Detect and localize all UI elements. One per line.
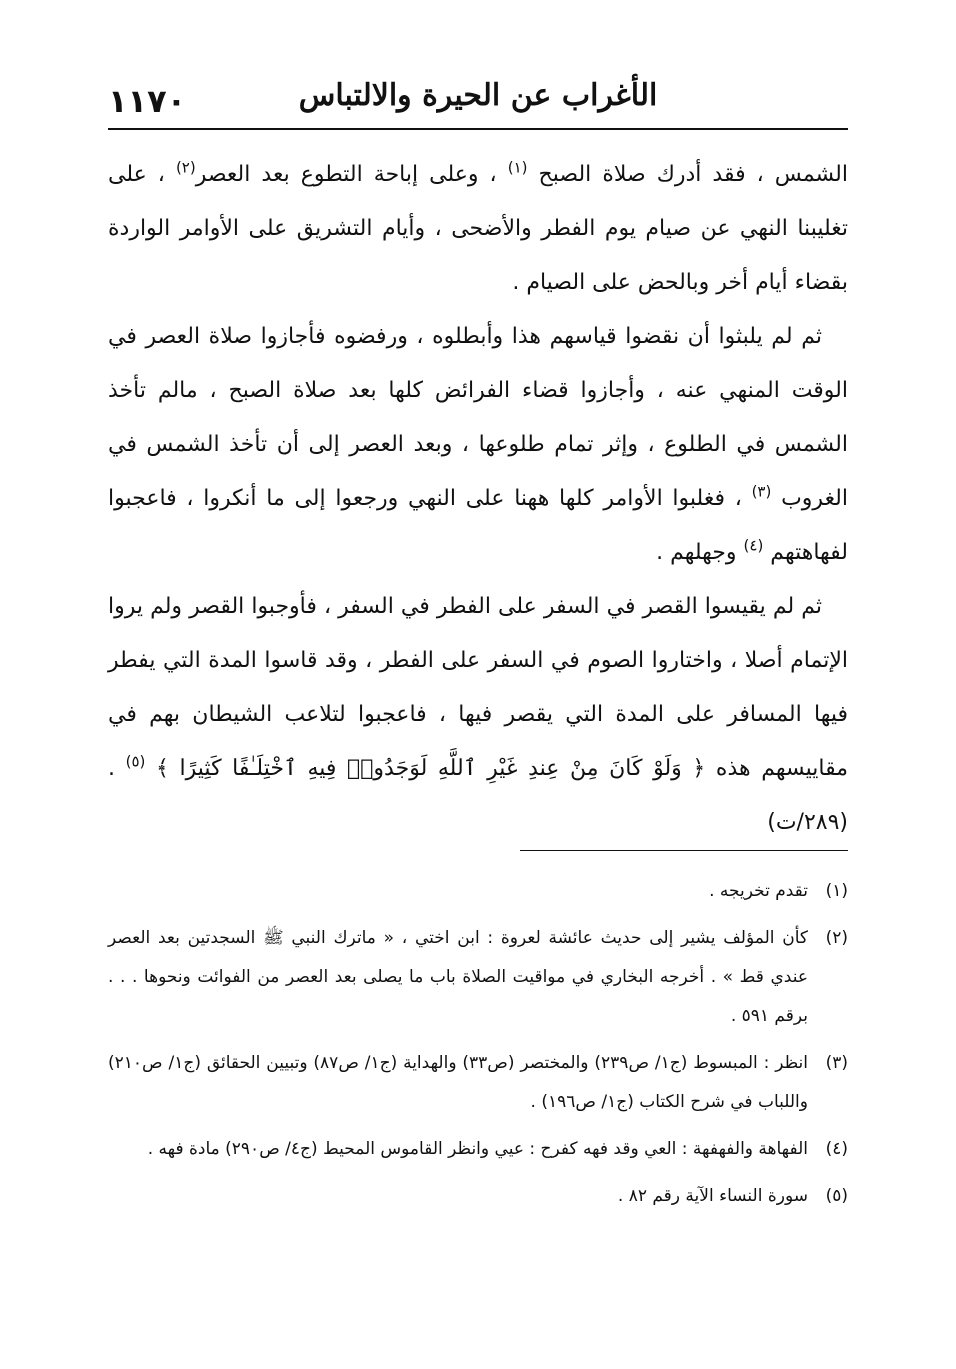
paragraph-3-part-b: . (٢٨٩/ت) — [108, 756, 848, 835]
page-header — [108, 70, 848, 130]
footnote-number: (٢) — [825, 928, 848, 948]
paragraph-2-part-b: ، فغلبوا الأوامر كلها ههنا على النهي ورجعوا إلى ما أنكروا ، فاعجبوا لفهاهتهم — [108, 486, 848, 565]
page-number: ١١٧٠ — [108, 82, 187, 120]
footnote-ref-1[interactable]: (١) — [507, 158, 528, 177]
footnote-text: الفهاهة والفهفهة : العي وقد فهه كفرح : عيي وانظر القاموس المحيط (ج٤/ ص٢٩٠) مادة فهه . — [147, 1139, 808, 1159]
footnote-text: انظر : المبسوط (ج١/ ص٢٣٩) والمختصر (ص٣٣) والهداية (ج١/ ص٨٧) وتبيين الحقائق (ج١/ ص٢١٠) واللباب في شرح الكتاب (ج١/ ص١٩٦) . — [108, 1053, 808, 1112]
footnote-ref-4[interactable]: (٤) — [743, 536, 764, 555]
main-text — [108, 148, 848, 850]
paragraph-1 — [108, 148, 848, 310]
quran-verse: ﴿ وَلَوْ كَانَ مِنْ عِندِ غَيْرِ ٱللَّهِ لَوَجَدُوا۟ فِيهِ ٱخْتِلَـٰفًا كَثِيرًا ﴾ — [156, 756, 706, 781]
footnote-3 — [108, 1044, 848, 1122]
header-rule — [108, 128, 848, 130]
footnote-text: كأن المؤلف يشير إلى حديث عائشة لعروة : ابن اختي ، « ماترك النبي ﷺ السجدتين بعد العصر عندي قط » . أخرجه البخاري في مواقيت الصلاة باب ما يصلى بعد العصر من الفوائت ونحوها . . . برقم ٥٩١ . — [108, 928, 808, 1026]
footnote-number: (٣) — [825, 1053, 848, 1073]
footnote-ref-3[interactable]: (٣) — [751, 482, 772, 501]
footnote-4 — [108, 1130, 848, 1169]
footnotes — [108, 872, 848, 1224]
running-title: الأغراب عن الحيرة والالتباس — [298, 78, 658, 113]
footnote-number: (٤) — [825, 1139, 848, 1159]
paragraph-2-part-c: وجهلهم . — [656, 540, 737, 565]
paragraph-3 — [108, 580, 848, 850]
paragraph-2 — [108, 310, 848, 580]
paragraph-1-part-b: ، وعلى إباحة التطوع بعد العصر — [195, 162, 497, 187]
footnote-text: تقدم تخريجه . — [709, 881, 808, 901]
footnote-number: (٥) — [825, 1186, 848, 1206]
footnote-ref-2[interactable]: (٢) — [175, 158, 196, 177]
footnote-1 — [108, 872, 848, 911]
footnote-ref-5[interactable]: (٥) — [125, 752, 146, 771]
paragraph-1-part-c: ، على تغليبنا النهي عن صيام يوم الفطر والأضحى ، وأيام التشريق على الأوامر الواردة بقضاء أيام أخر وبالحض على الصيام . — [108, 162, 848, 295]
paragraph-2-part-a: ثم لم يلبثوا أن نقضوا قياسهم هذا وأبطلوه ، ورفضوه فأجازوا صلاة العصر في الوقت المنهي عنه ، وأجازوا قضاء الفرائض كلها بعد صلاة الصبح ، مالم تأخذ الشمس في الطلوع ، وإثر تمام طلوعها ، وبعد العصر إلى أن تأخذ الشمس في الغروب — [108, 324, 848, 511]
footnote-2 — [108, 919, 848, 1036]
paragraph-3-part-a: ثم لم يقيسوا القصر في السفر على الفطر في السفر ، فأوجبوا القصر ولم يروا الإتمام أصلا ، واختاروا الصوم في السفر على الفطر ، وقد قاسوا المدة التي يفطر فيها المسافر على المدة التي يقصر فيها ، فاعجبوا لتلاعب الشيطان بهم في مقاييسهم هذه — [108, 594, 848, 781]
paragraph-1-part-a: الشمس ، فقد أدرك صلاة الصبح — [538, 162, 848, 187]
footnote-number: (١) — [825, 881, 848, 901]
footnote-5 — [108, 1177, 848, 1216]
footnote-text: سورة النساء الآية رقم ٨٢ . — [617, 1186, 808, 1206]
footnote-separator — [520, 850, 848, 851]
